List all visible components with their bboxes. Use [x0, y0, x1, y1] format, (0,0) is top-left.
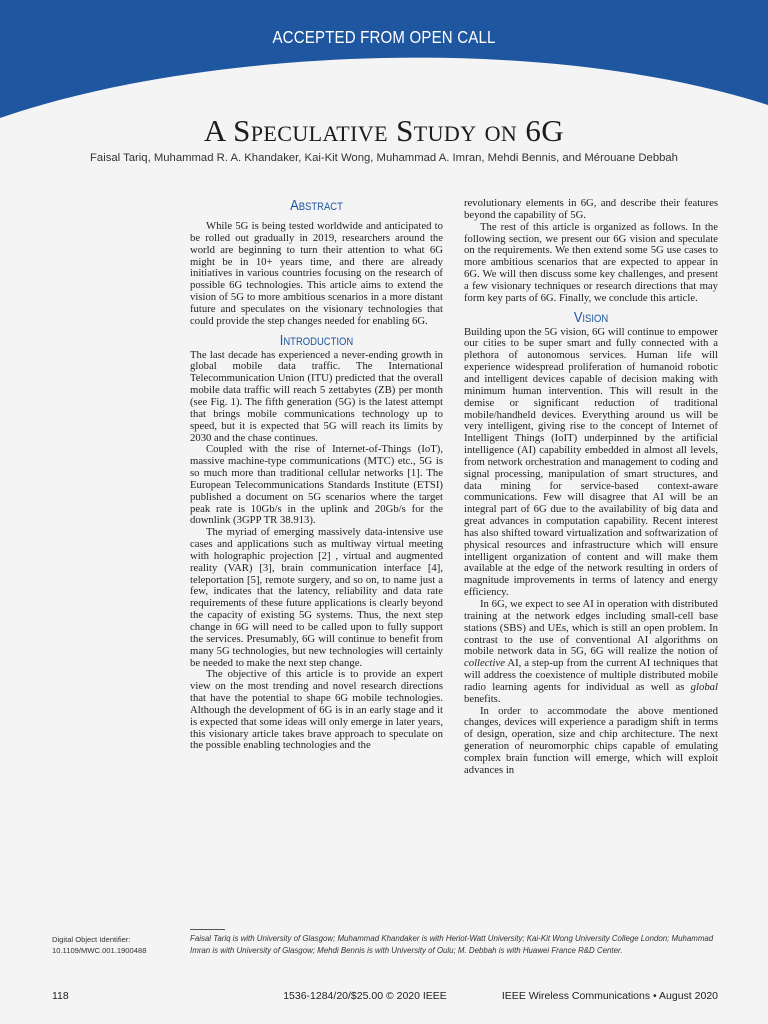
emphasis-global: global — [690, 680, 718, 693]
introduction-heading: Introduction — [279, 331, 354, 349]
intro-paragraph: Coupled with the rise of Internet-of-Things (IoT), massive machine-type communications (MTC) etc., 5G is so much more than traditional cellular networks [1]. The European Telecommunications Standards Institute (ETSI) published a document on 5G scenarios where the target peak rate is 10Gb/s in the uplink and 20Gb/s for the downlink (3GPP TR 38.913). — [190, 443, 443, 527]
vision-last-paragraph: In order to accommodate the above mentioned changes, devices will experience a paradigm shift in terms of design, operation, size and chip architecture. The next generation of neuromorphic chips capable of emulating complex brain function will emerge, which will exploit advances in — [464, 704, 718, 776]
author-list: Faisal Tariq, Muhammad R. A. Khandaker, Kai-Kit Wong, Muhammad A. Imran, Mehdi Bennis, and Mérouane Debbah — [90, 152, 678, 164]
header-banner — [0, 0, 768, 120]
left-column — [190, 197, 443, 752]
doi-label: Digital Object Identifier: — [52, 935, 131, 944]
author-affiliations-footnote: Faisal Tariq is with University of Glasgow; Muhammad Khandaker is with Heriot-Watt University; Kai-Kit Wong University College London; Muhammad Imran is with University of Glasgow; Mehdi Bennis is with University of Oulu; M. Debbah is with Huawei France R&D Center. — [190, 934, 714, 955]
doi-block — [52, 934, 172, 956]
ai-text-start: In 6G, we expect to see AI in operation with distributed training at the network edges including small-cell base stations (SBS) and UEs, which is still an open problem. In contrast to the use of conventional AI algorithms on mobile network data in 5G, 6G will realize the notion of — [464, 598, 718, 658]
vision-heading: Vision — [573, 308, 609, 326]
intro-paragraph: The objective of this article is to provide an expert view on the most trending and novel research directions that have the potential to shape 6G mobile technologies. Although the development of 6G is in an early stage and it is expected that some ideas will only emerge in later years, this visionary article takes brave approach to speculate on the possible enabling technologies and the — [190, 668, 443, 752]
article-title: A Speculative Study on 6G — [203, 113, 565, 148]
footnote-rule — [190, 929, 225, 930]
ai-paragraph — [464, 599, 718, 706]
ai-text-middle: AI, a step-up from the current AI techniques that will address the coexistence of multiple distributed mobile radio learning agents for individual as well as — [464, 657, 718, 693]
intro-paragraph: The myriad of emerging massively data-intensive use cases and applications such as multiway virtual meeting with holographic projection [2] , virtual and augmented reality (VAR) [3], brain communication interface [4], teleportation [5], remote surgery, and so on, to name just a few, indicates that the latency, reliability and data rate requirements of these future applications is clearly beyond the capacity of existing 5G systems. Thus, the next step change in 6G will need to be called upon to fully support the services. Presumably, 6G will continue to benefit from many 5G technologies, but new technologies will certainly be needed to make the next step change. — [190, 526, 443, 669]
ai-text-end: benefits. — [464, 692, 501, 705]
intro-paragraph: The last decade has experienced a never-ending growth in global mobile data traffic. The International Telecommunication Union (ITU) predicted that the overall mobile data traffic will reach 5 zettabytes (ZB) per month (see Fig. 1). The fifth generation (5G) is the latest attempt that brings mobile communications technology up to speed, but it is expected that 5G will reach its limits by 2030 and the chase continues. — [190, 348, 443, 444]
continued-paragraph: revolutionary elements in 6G, and describe their features beyond the capability of 5G. — [464, 197, 718, 221]
organization-paragraph: The rest of this article is organized as follows. In the following section, we present our 6G vision and speculate on the requirements. We then extend some 5G use cases to more ambitious scenarios that are expected to appear in 6G. We will then discuss some key challenges, and present a few visionary techniques or research directions that may form key parts of 6G. Finally, we conclude this article. — [464, 220, 718, 304]
emphasis-collective: collective — [464, 657, 505, 670]
banner-wave-shape — [0, 0, 768, 120]
vision-paragraph: Building upon the 5G vision, 6G will continue to empower our cities to be super smart and fully connected with a plethora of autonomous services. Human life will experience widespread proliferation of humanoid robotic and intelligent devices capable of decision making with minimum human intervention. This will result in the demise or significant reduction of traditional mobile/handheld devices. Everything around us will be very intelligent, giving rise to the concept of Internet of Intelligent Things (IoIT) underpinned by the artificial intelligence (AI) capability embedded in almost all levels, from network orchestration and management to coding and signal processing, manipulation of smart structures, and data mining for service-based context-aware communications. Few will disagree that AI will be an integral part of 6G due to the availability of big data and great advances in computation capability. Recent interest has also shifted toward virtualization and softwarization of physical resources and infrastructure which will ensure intelligent organization of content and will make them available at the edge of the network resulting in orders of magnitude improvements in terms of latency and energy efficiency. — [464, 325, 718, 599]
issn-copyright: 1536-1284/20/$25.00 © 2020 IEEE — [283, 990, 447, 1002]
journal-issue: IEEE Wireless Communications • August 2020 — [501, 990, 718, 1002]
doi-value: 10.1109/MWC.001.1900488 — [52, 946, 147, 955]
page-number: 118 — [52, 990, 69, 1002]
right-column — [464, 198, 718, 777]
abstract-text: While 5G is being tested worldwide and anticipated to be rolled out gradually in 2019, researchers around the world are beginning to turn their attention to what 6G might be in 10+ years time, and there are already initiatives in various countries focusing on the research of possible 6G technologies. This article aims to extend the vision of 5G to more ambitious scenarios in a more distant future and speculates on the visionary technologies that could provide the step changes needed for enabling 6G. — [190, 220, 443, 327]
section-banner-label: ACCEPTED FROM OPEN CALL — [272, 27, 496, 47]
abstract-heading: Abstract — [290, 197, 343, 214]
